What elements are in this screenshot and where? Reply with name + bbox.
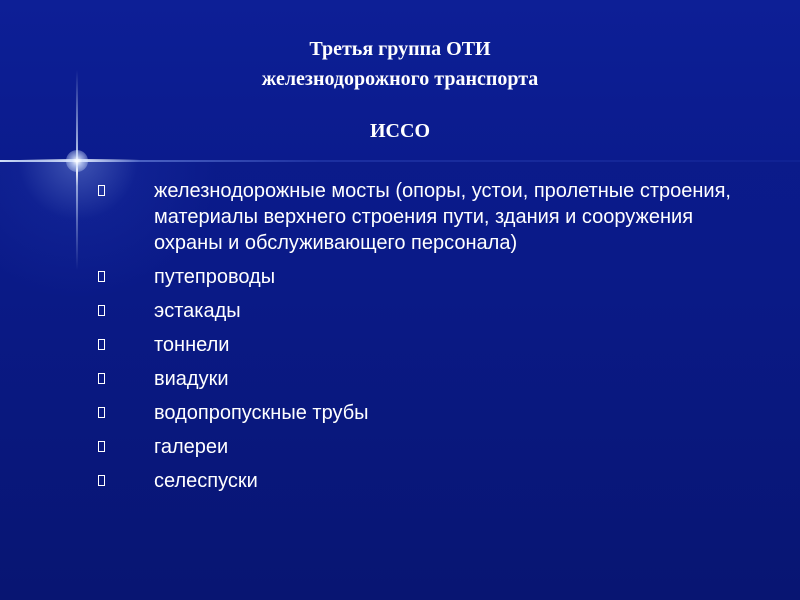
list-item-text: селеспуски	[154, 470, 258, 492]
list-item-text: галереи	[154, 436, 229, 458]
slide-title	[0, 34, 800, 94]
list-item	[98, 468, 758, 494]
list-item-text: железнодорожные мосты (опоры, устои, пролетные строения, материалы верхнего строения пути, здания и сооружения охраны и обслуживающего персонала)	[154, 180, 731, 254]
square-outline-icon	[98, 305, 105, 316]
square-outline-icon	[98, 441, 105, 452]
list-item	[98, 366, 758, 392]
list-item-text: водопропускные трубы	[154, 402, 369, 424]
list-item	[98, 434, 758, 460]
square-outline-icon	[98, 373, 105, 384]
list-item	[98, 332, 758, 358]
square-outline-icon	[98, 407, 105, 418]
sparkle-icon	[66, 150, 88, 172]
list-item-text: виадуки	[154, 368, 229, 390]
list-item	[98, 264, 758, 290]
list-item-text: тоннели	[154, 334, 230, 356]
list-item	[98, 178, 758, 256]
list-item	[98, 298, 758, 324]
square-outline-icon	[98, 271, 105, 282]
list-item-text: путепроводы	[154, 266, 276, 288]
title-line-1: Третья группа ОТИ	[309, 38, 491, 60]
structure-list	[98, 178, 758, 502]
list-item	[98, 400, 758, 426]
list-item-text: эстакады	[154, 300, 241, 322]
square-outline-icon	[98, 339, 105, 350]
square-outline-icon	[98, 185, 105, 196]
square-outline-icon	[98, 475, 105, 486]
slide-subtitle: ИССО	[370, 120, 430, 142]
title-line-2: железнодорожного транспорта	[261, 68, 539, 90]
